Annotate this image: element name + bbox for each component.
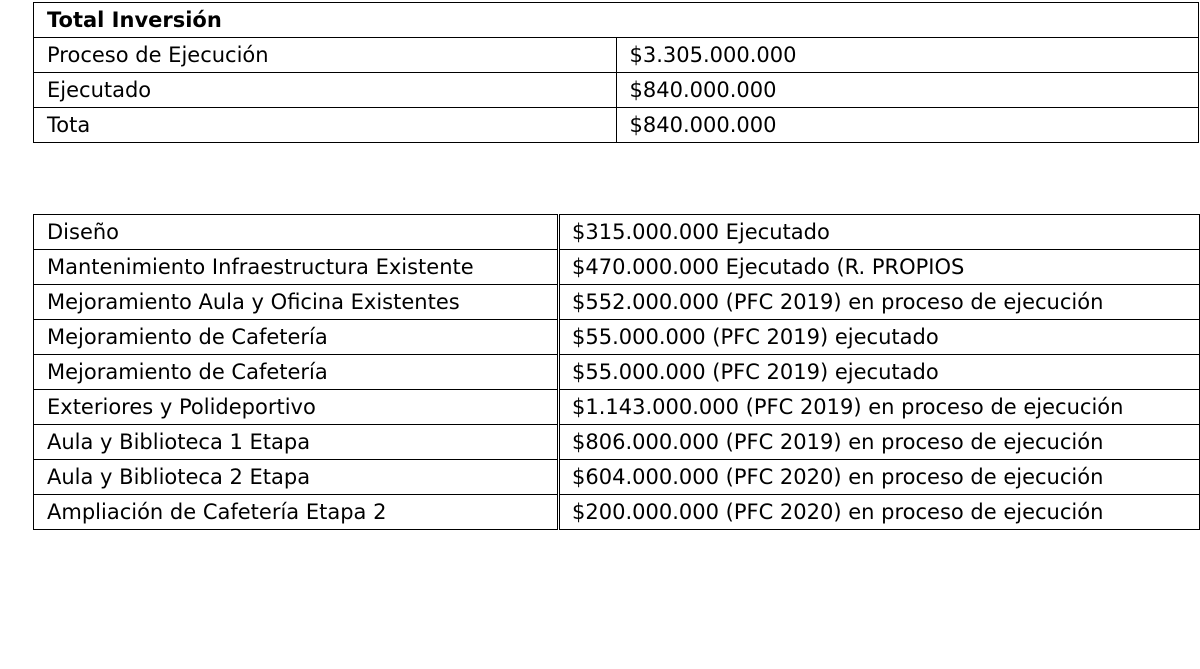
summary-header-row xyxy=(34,3,1199,38)
summary-value: $840.000.000 xyxy=(616,73,1199,108)
table-row xyxy=(34,250,1200,285)
detail-label: Diseño xyxy=(34,215,559,250)
detail-value: $315.000.000 Ejecutado xyxy=(559,215,1200,250)
summary-value: $840.000.000 xyxy=(616,108,1199,143)
detail-table xyxy=(33,214,1200,530)
table-row xyxy=(34,320,1200,355)
summary-label: Ejecutado xyxy=(34,73,617,108)
detail-label: Aula y Biblioteca 1 Etapa xyxy=(34,425,559,460)
detail-value: $55.000.000 (PFC 2019) ejecutado xyxy=(559,355,1200,390)
detail-value: $604.000.000 (PFC 2020) en proceso de ejecución xyxy=(559,460,1200,495)
detail-label: Mejoramiento de Cafetería xyxy=(34,355,559,390)
detail-label: Aula y Biblioteca 2 Etapa xyxy=(34,460,559,495)
detail-label: Ampliación de Cafetería Etapa 2 xyxy=(34,495,559,530)
summary-title: Total Inversión xyxy=(34,3,1199,38)
table-row xyxy=(34,38,1199,73)
table-row xyxy=(34,285,1200,320)
summary-label: Proceso de Ejecución xyxy=(34,38,617,73)
table-row xyxy=(34,355,1200,390)
table-row xyxy=(34,425,1200,460)
table-row xyxy=(34,460,1200,495)
detail-value: $552.000.000 (PFC 2019) en proceso de ejecución xyxy=(559,285,1200,320)
table-row xyxy=(34,108,1199,143)
detail-value: $806.000.000 (PFC 2019) en proceso de ejecución xyxy=(559,425,1200,460)
summary-value: $3.305.000.000 xyxy=(616,38,1199,73)
detail-label: Mantenimiento Infraestructura Existente xyxy=(34,250,559,285)
detail-value: $55.000.000 (PFC 2019) ejecutado xyxy=(559,320,1200,355)
summary-label: Tota xyxy=(34,108,617,143)
detail-value: $1.143.000.000 (PFC 2019) en proceso de ejecución xyxy=(559,390,1200,425)
summary-table xyxy=(33,2,1199,143)
table-row xyxy=(34,73,1199,108)
detail-value: $200.000.000 (PFC 2020) en proceso de ejecución xyxy=(559,495,1200,530)
table-row xyxy=(34,495,1200,530)
detail-value: $470.000.000 Ejecutado (R. PROPIOS xyxy=(559,250,1200,285)
detail-label: Mejoramiento de Cafetería xyxy=(34,320,559,355)
table-row xyxy=(34,215,1200,250)
table-row xyxy=(34,390,1200,425)
detail-label: Mejoramiento Aula y Oficina Existentes xyxy=(34,285,559,320)
detail-label: Exteriores y Polideportivo xyxy=(34,390,559,425)
